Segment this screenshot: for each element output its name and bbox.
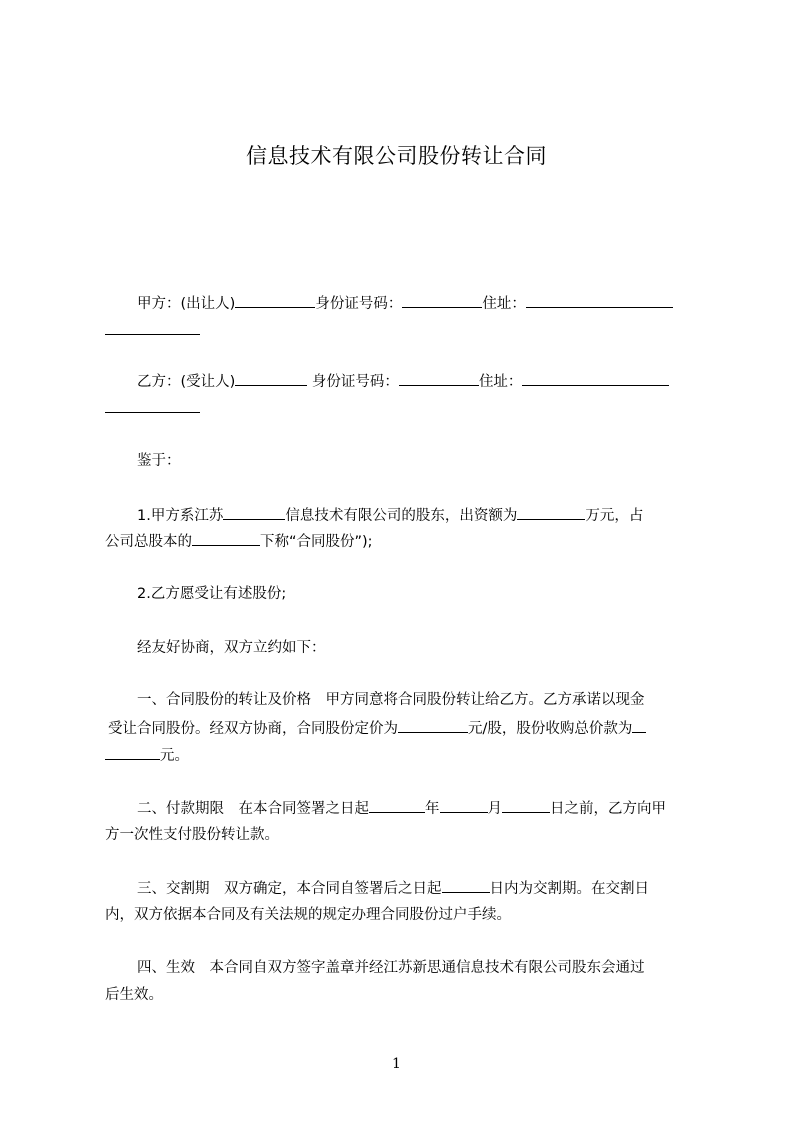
clause2-month-blank[interactable] <box>440 798 488 813</box>
item1-share-blank[interactable] <box>192 531 260 546</box>
item1-company-blank[interactable] <box>223 505 285 520</box>
clause1-text-b: 元/股，股份收购总价款为 <box>468 721 633 737</box>
party-a-line-2 <box>105 320 200 341</box>
party-b-address-blank-cont[interactable] <box>105 398 200 413</box>
clause2-month-label: 月 <box>487 801 502 817</box>
clause2-day-blank[interactable] <box>502 798 550 813</box>
party-b-name-blank[interactable] <box>235 371 307 386</box>
page-number: 1 <box>392 1056 401 1072</box>
item1-line1 <box>137 505 643 526</box>
clause4-line1: 四、生效 本合同自双方签字盖章并经江苏新思通信息技术有限公司股东会通过 <box>137 960 645 976</box>
item2: 2.乙方愿受让有述股份; <box>137 586 287 602</box>
party-a-line <box>137 293 673 314</box>
clause2-line2: 方一次性支付股份转让款。 <box>105 827 279 843</box>
item1-text-a: 1.甲方系江苏 <box>137 508 224 524</box>
clause3-days-blank[interactable] <box>442 878 490 893</box>
clause3-text-b: 日内为交割期。在交割日 <box>489 881 649 897</box>
clause3-line1 <box>137 878 649 899</box>
clause1-line1: 一、合同股份的转让及价格 甲方同意将合同股份转让给乙方。乙方承诺以现金 <box>137 692 645 708</box>
party-b-address-blank[interactable] <box>522 371 669 386</box>
clause2-text-a: 二、付款期限 在本合同签署之日起 <box>137 801 369 817</box>
item1-text-c: 万元，占 <box>585 508 644 524</box>
party-a-address-blank-cont[interactable] <box>105 320 200 335</box>
party-b-line-2 <box>105 398 200 419</box>
clause2-text-b: 日之前，乙方向甲 <box>550 801 666 817</box>
item1-text-e: 下称“合同股份”); <box>260 534 373 550</box>
clause1-text-c: 元。 <box>160 748 189 764</box>
party-a-id-blank[interactable] <box>402 293 482 308</box>
party-a-label: 甲方：(出让人) <box>137 296 236 312</box>
clause3-text-a: 三、交割期 双方确定，本合同自签署后之日起 <box>137 881 442 897</box>
whereas-heading: 鉴于： <box>137 453 181 469</box>
clause2-line1 <box>137 798 666 819</box>
item1-text-b: 信息技术有限公司的股东，出资额为 <box>285 508 518 524</box>
clause1-total-blank[interactable] <box>632 718 646 733</box>
agreement-intro: 经友好协商，双方立约如下： <box>137 640 326 656</box>
clause2-year-blank[interactable] <box>369 798 425 813</box>
party-a-name-blank[interactable] <box>235 293 315 308</box>
party-b-address-label: 住址： <box>478 374 523 390</box>
item1-text-d: 公司总股本的 <box>105 534 192 550</box>
clause4-line2: 后生效。 <box>105 987 163 1003</box>
party-a-id-label: 身份证号码： <box>315 296 403 312</box>
party-a-address-blank[interactable] <box>526 293 673 308</box>
clause2-year-label: 年 <box>425 801 440 817</box>
party-b-label: 乙方：(受让人) <box>137 374 236 390</box>
item1-capital-blank[interactable] <box>517 505 585 520</box>
item1-line2 <box>105 531 373 552</box>
clause1-line2 <box>108 718 646 739</box>
party-b-id-blank[interactable] <box>399 371 479 386</box>
party-b-line <box>137 371 669 392</box>
clause1-text-a: 受让合同股份。经双方协商，合同股份定价为 <box>108 721 398 737</box>
party-a-address-label: 住址： <box>482 296 526 312</box>
clause1-price-blank[interactable] <box>398 718 468 733</box>
clause1-total-blank-cont[interactable] <box>105 745 160 760</box>
document-title: 信息技术有限公司股份转让合同 <box>246 144 547 168</box>
clause1-line3 <box>105 745 189 766</box>
clause3-line2: 内，双方依据本合同及有关法规的规定办理合同股份过户手续。 <box>105 907 511 923</box>
party-b-id-label: 身份证号码： <box>307 374 399 390</box>
